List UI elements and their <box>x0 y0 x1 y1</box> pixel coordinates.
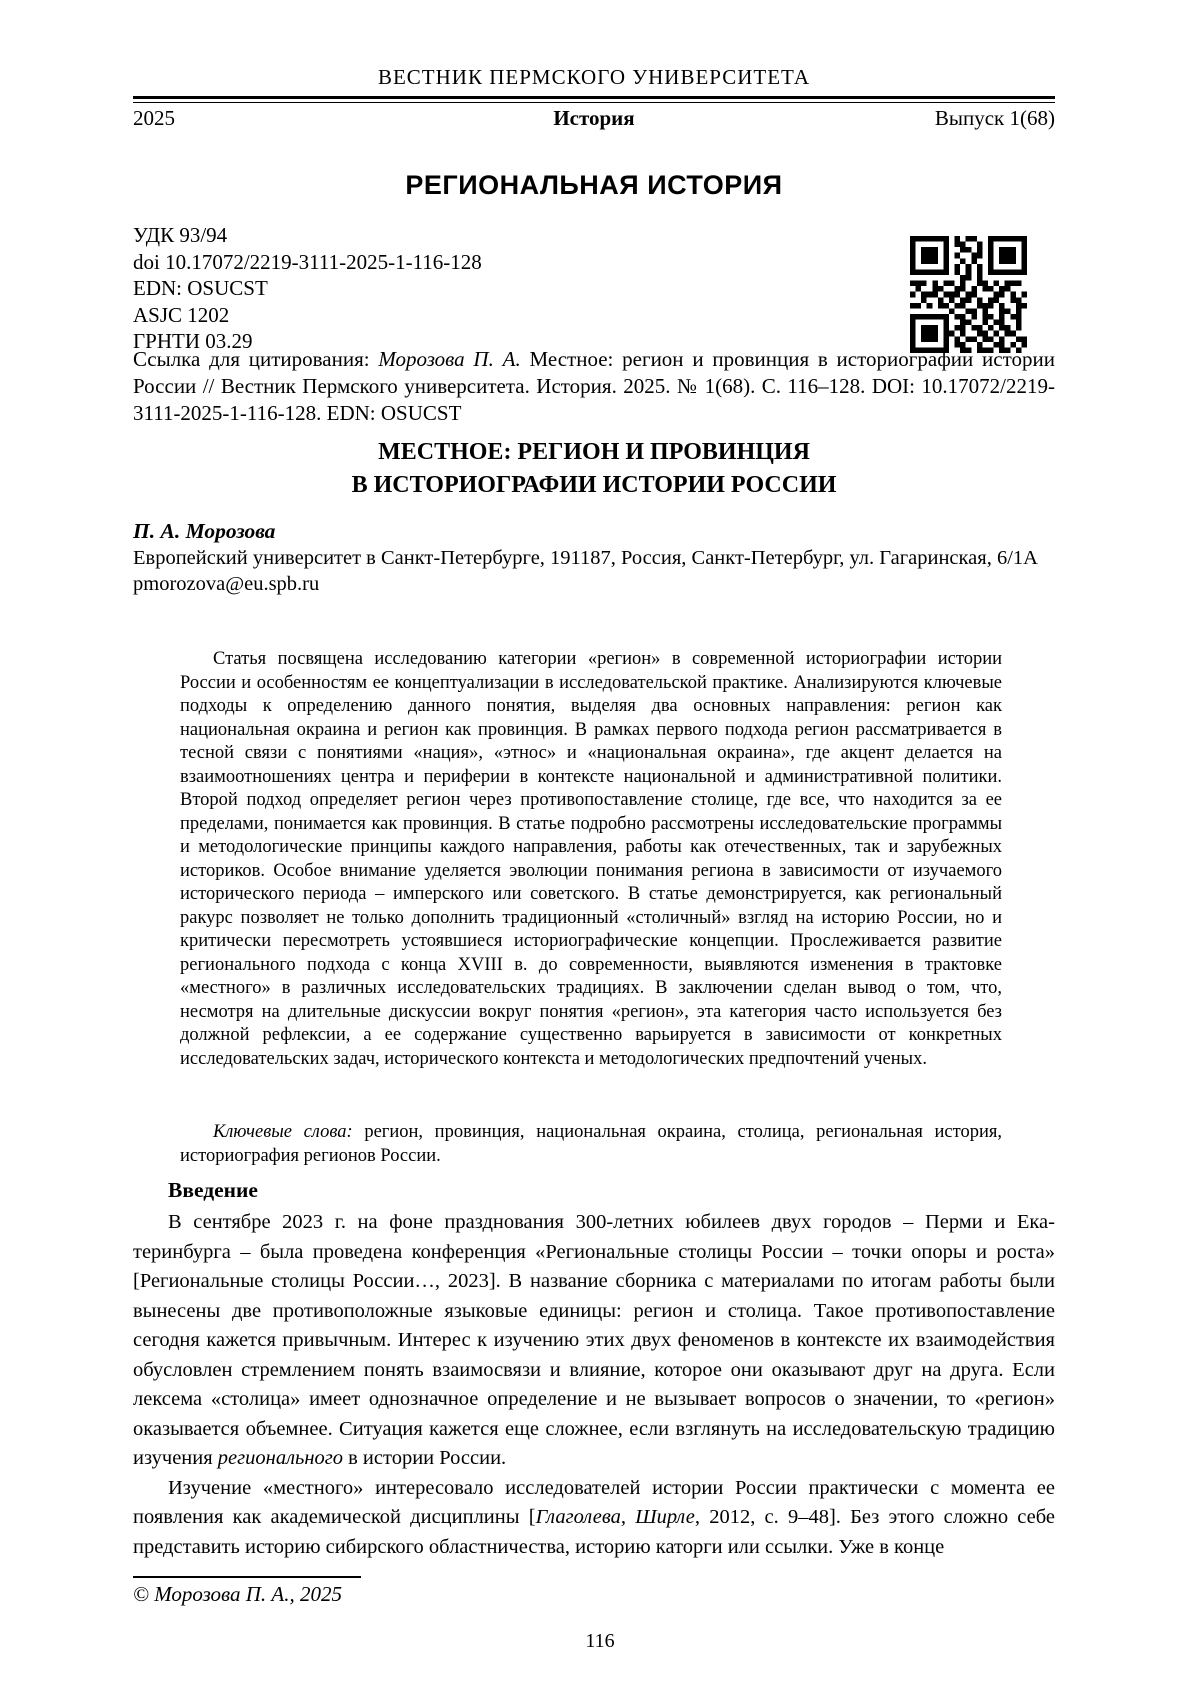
intro-paragraph-1 <box>133 1208 1055 1474</box>
author-name: П. А. Морозова <box>133 519 276 543</box>
citation-label: Ссылка для цитирования: <box>133 347 379 371</box>
section-title: РЕГИОНАЛЬНАЯ ИСТОРИЯ <box>405 170 783 200</box>
journal-masthead: ВЕСТНИК ПЕРМСКОГО УНИВЕРСИТЕТА <box>377 65 811 89</box>
abstract-paragraph: Статья посвящена исследованию категории «регион» в современной историографии истории России и особенностям ее концептуализации в исследовательской практике. Анализируются ключевые подходы к определению данного понятия, выделяя два основных направления: регион как национальная окраина и регион как провинция. В рамках первого подхода регион рассматривается в тесной связи с понятиями «нация», «этнос» и «национальная окраина», где акцент делается на взаимоотношениях центра и периферии в контексте национальной и административной политики. Второй подход определяет регион через противопоставление столице, где все, что находится за ее пределами, понимается как провинция. В статье подробно рассмотрены исследовательские программы и методологические принципы каждого направления, работы как отечественных, так и зарубежных историков. Особое внимание уделяется эволюции понимания региона в зависимости от изучаемого исторического периода – имперского или советского. В статье демонстрируется, как региональный ракурс позволяет не только дополнить традиционный «столичный» взгляд на историю России, но и критически пересмотреть устоявшиеся историографические концепции. Прослеживается развитие регионального подхода с конца XVIII в. до современности, выявляются изменения в трактовке «местного» в различных исследовательских традициях. В заключении сделан вывод о том, что, несмотря на длительные дискуссии вокруг понятия «регион», эта категория часто используется без должной рефлексии, а ее содержание существенно варьируется в зависимости от конкретных исследовательских задач, исторического контекста и методологических предпочтений ученых. <box>180 649 1002 1069</box>
article-body <box>133 1208 1055 1562</box>
paragraph-emphasis: регионального <box>217 1447 343 1469</box>
article-title <box>133 436 1055 502</box>
paragraph-text: В сентябре 2023 г. на фоне празднования 300-летних юбилеев двух городов – Перми и Екатеринбурга – была проведена конференция «Региональные столицы России – точки опоры и роста» [Региональные столицы России…, 2023]. В название сборника с материалами по итогам работы были вынесены две противоположные языковые единицы: регион и столица. Такое противопоставление сегодня кажется привычным. Интерес к изучению этих двух феноменов в контексте их взаимодействия обусловлен стремлением понять взаимосвязи и влияние, которое они оказывают друг на друга. Если лексема «столица» имеет однозначное определение и не вызывает вопросов о значении, то «регион» оказывается объемнее. Ситуация кажется еще сложнее, если взглянуть на исследовательскую традицию изучения <box>133 1211 1055 1469</box>
meta-doi: doi 10.17072/2219-3111-2025-1-116-128 <box>133 249 482 274</box>
author-email: pmorozova@eu.spb.ru <box>133 573 320 595</box>
paragraph-emphasis: Глаголева, Ширле <box>535 1506 695 1528</box>
qr-code <box>910 236 1027 353</box>
article-title-line2: В ИСТОРИОГРАФИИ ИСТОРИИ РОССИИ <box>351 472 837 498</box>
page-number: 116 <box>585 1630 615 1652</box>
meta-udk: УДК 93/94 <box>133 223 228 247</box>
issue-year: 2025 <box>133 106 175 130</box>
issue-info-row <box>133 105 1055 131</box>
meta-grnti: ГРНТИ 03.29 <box>133 329 253 353</box>
meta-asjc: ASJC 1202 <box>133 302 230 327</box>
citation-text: Местное: регион и провинция в историографии истории России // Вестник Пермского университета. История. 2025. № 1(68). С. 116–128. DOI: 10.17072/2219-3111-2025-1-116-128. EDN: OSUCST <box>133 347 1055 425</box>
article-meta-block <box>133 222 833 355</box>
keywords-paragraph <box>180 1121 1002 1168</box>
intro-heading: Введение <box>168 1178 258 1202</box>
paragraph-text: в истории России. <box>343 1447 507 1469</box>
copyright-notice: © Морозова П. А., 2025 <box>133 1582 343 1606</box>
issue-number: Выпуск 1(68) <box>934 106 1055 130</box>
journal-series: История <box>553 106 635 130</box>
paragraph-text: , 2012, с. 9–48]. Без этого сложно себе представить историю сибирского областничества, историю каторги или ссылки. Уже в конце <box>133 1506 1055 1558</box>
qr-code-image <box>910 236 1027 353</box>
intro-paragraph-2 <box>133 1474 1055 1563</box>
author-info-block <box>133 545 1055 597</box>
citation-paragraph <box>133 346 1055 427</box>
keywords-label: Ключевые слова: <box>213 1122 353 1142</box>
keywords-text: регион, провинция, национальная окраина, столица, региональная история, историография регионов России. <box>180 1122 1002 1166</box>
citation-authors: Морозова П. А. <box>378 347 521 371</box>
meta-edn: EDN: OSUCST <box>133 276 268 300</box>
paragraph-text: Изучение «местного» интересовало исследователей истории России практически с момента ее появления как академической дисциплины [ <box>133 1476 1055 1528</box>
author-affiliation: Европейский университет в Санкт-Петербурге, 191187, Россия, Санкт-Петербург, ул. Гагаринская, 6/1А <box>133 547 1038 569</box>
footer-rule <box>133 1576 361 1578</box>
header-rule <box>133 96 1055 103</box>
article-title-line1: МЕСТНОЕ: РЕГИОН И ПРОВИНЦИЯ <box>378 439 810 465</box>
